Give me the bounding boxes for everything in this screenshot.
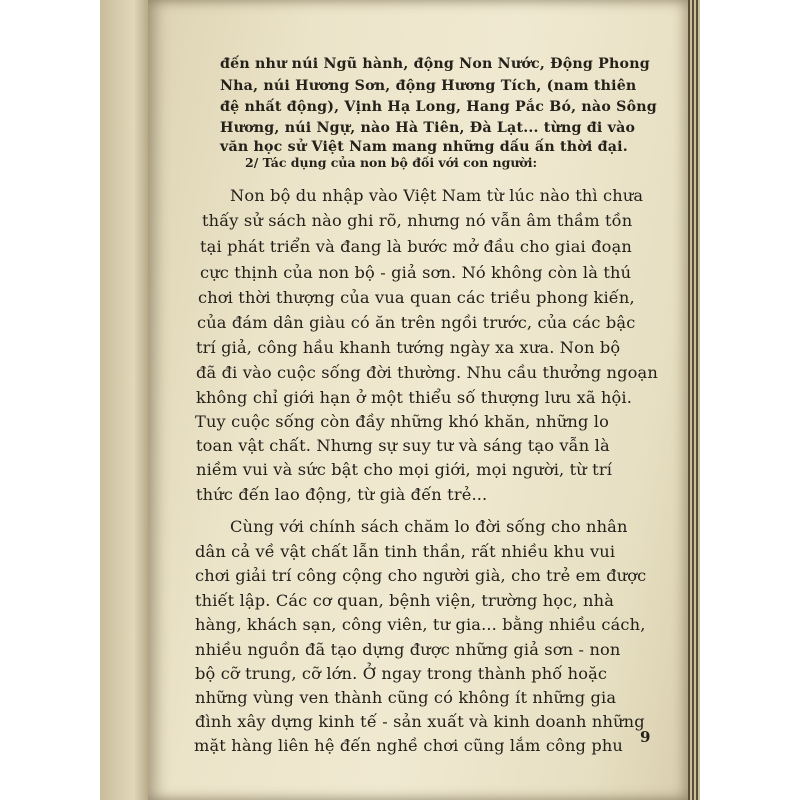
paragraph-line: những vùng ven thành cũng có không ít những gia (195, 688, 617, 707)
section-heading: 2/ Tác dụng của non bộ đối với con người: (245, 155, 538, 170)
paragraph-line: Non bộ du nhập vào Việt Nam từ lúc nào thì chưa (230, 186, 644, 205)
paragraph-line: tại phát triển và đang là bước mở đầu cho giai đoạn (200, 237, 632, 256)
paragraph-line: dân cả về vật chất lẫn tinh thần, rất nhiều khu vui (195, 542, 616, 561)
paragraph-line: thiết lập. Các cơ quan, bệnh viện, trường học, nhà (195, 591, 614, 610)
intro-line: Nha, núi Hương Sơn, động Hương Tích, (nam thiên (220, 78, 637, 94)
intro-line: văn học sử Việt Nam mang những dấu ấn thời đại. (220, 139, 628, 155)
paragraph-line: mặt hàng liên hệ đến nghề chơi cũng lắm công phu (194, 736, 623, 755)
paragraph-line: cực thịnh của non bộ - giả sơn. Nó không còn là thú (200, 263, 632, 282)
paragraph-line: thấy sử sách nào ghi rõ, nhưng nó vẫn âm thầm tồn (202, 211, 633, 230)
paragraph-line: nhiều nguồn đã tạo dựng được những giả sơn - non (195, 640, 621, 659)
intro-line: đến như núi Ngũ hành, động Non Nước, Động Phong (220, 56, 650, 72)
paragraph-line: Tuy cuộc sống còn đầy những khó khăn, những lo (195, 412, 610, 431)
paragraph-line: chơi giải trí công cộng cho người già, cho trẻ em được (195, 566, 647, 585)
paragraph-line: chơi thời thượng của vua quan các triều phong kiến, (198, 288, 635, 307)
intro-line: đệ nhất động), Vịnh Hạ Long, Hang Pắc Bó, nào Sông (220, 99, 657, 115)
paragraph-line: toan vật chất. Nhưng sự suy tư và sáng tạo vẫn là (196, 436, 610, 455)
paragraph-line: bộ cỡ trung, cỡ lớn. Ở ngay trong thành phố hoặc (195, 664, 608, 683)
paragraph-line: Cùng với chính sách chăm lo đời sống cho nhân (230, 517, 628, 536)
paragraph-line: trí giả, công hầu khanh tướng ngày xa xưa. Non bộ (196, 338, 621, 357)
page-number: 9 (640, 728, 651, 746)
paragraph-line: không chỉ giới hạn ở một thiểu số thượng lưu xã hội. (196, 388, 633, 407)
left-page-edge (100, 0, 150, 800)
page-stack-edge (688, 0, 700, 800)
paragraph-line: thức đến lao động, từ già đến trẻ... (196, 485, 488, 504)
paragraph-line: hàng, khách sạn, công viên, tư gia... bằng nhiều cách, (195, 615, 646, 634)
paragraph-line: đã đi vào cuộc sống đời thường. Nhu cầu thưởng ngoạn (196, 363, 658, 382)
paragraph-line: niềm vui và sức bật cho mọi giới, mọi người, từ trí (196, 460, 613, 479)
intro-line: Hương, núi Ngự, nào Hà Tiên, Đà Lạt... từng đi vào (220, 120, 636, 136)
paragraph-line: của đám dân giàu có ăn trên ngồi trước, của các bậc (197, 313, 636, 332)
paragraph-line: đình xây dựng kinh tế - sản xuất và kinh doanh những (195, 712, 645, 731)
